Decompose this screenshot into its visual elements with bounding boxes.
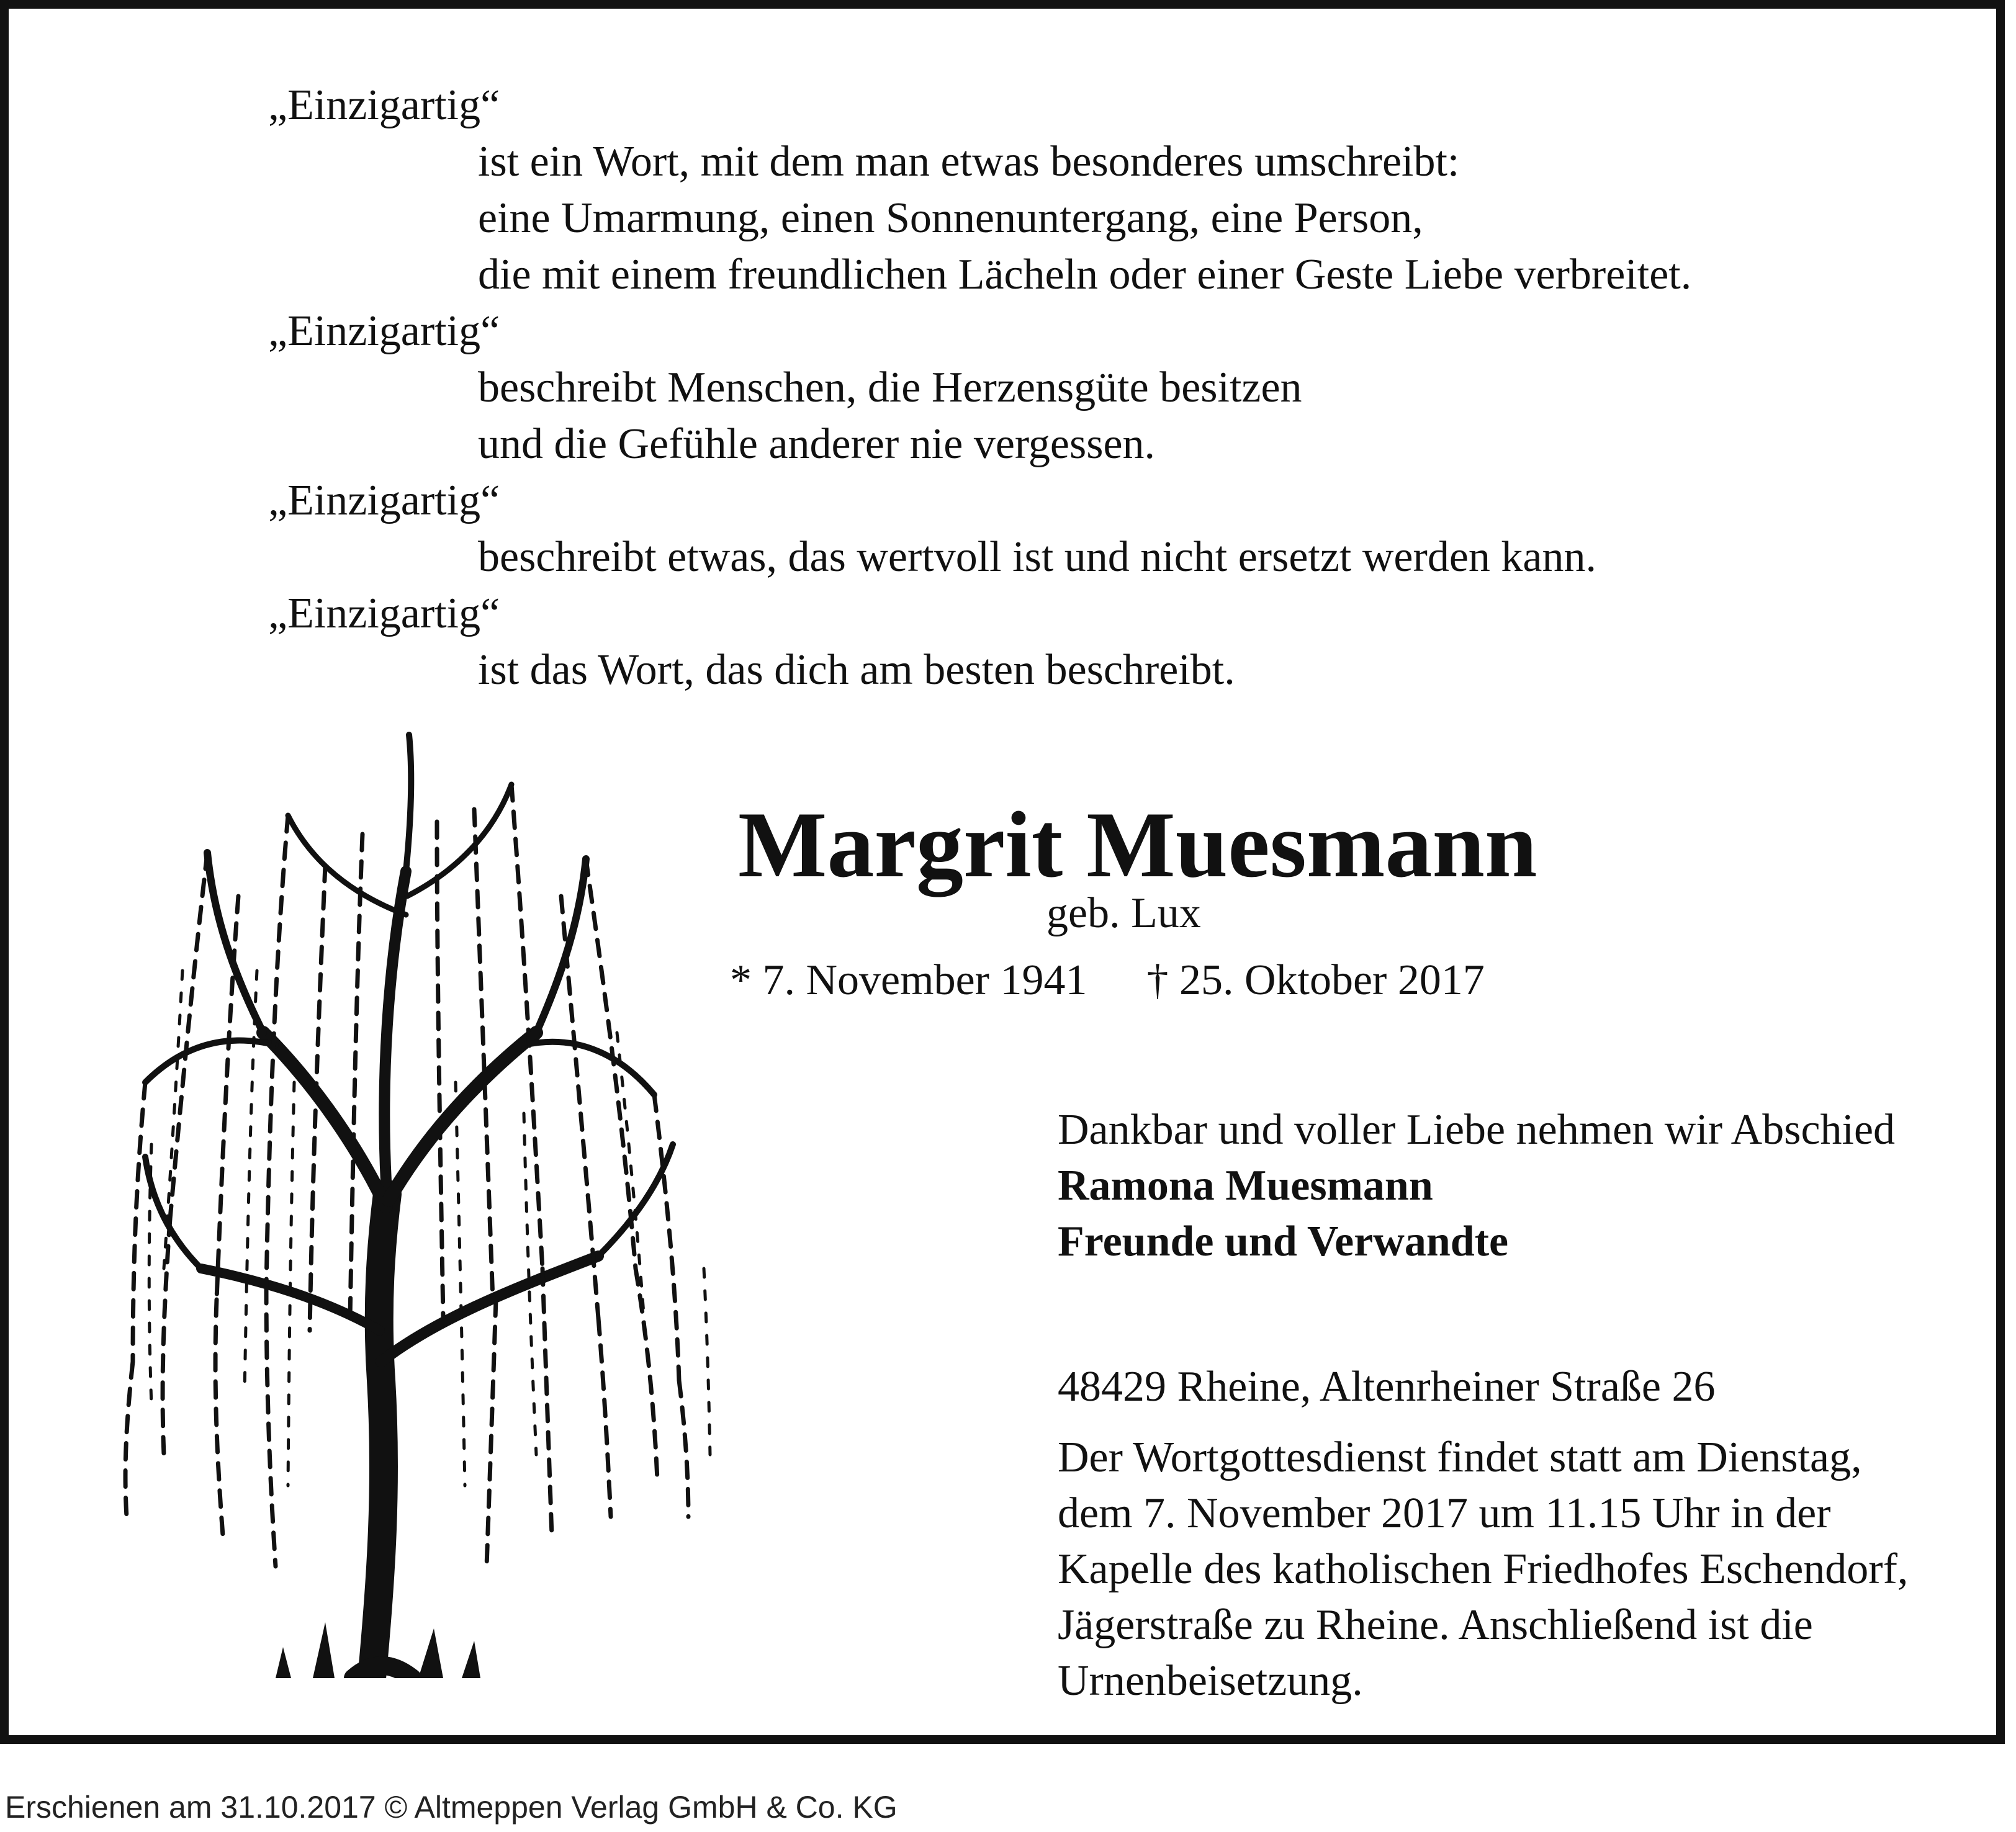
poem-line: und die Gefühle anderer nie vergessen. (478, 420, 1156, 468)
poem-line: ist ein Wort, mit dem man etwas besonderes umschreibt: (478, 138, 1460, 186)
service-notice (1058, 1430, 1958, 1709)
poem-line: „Einzigartig“ (268, 81, 500, 129)
poem-line: eine Umarmung, einen Sonnenuntergang, eine Person, (478, 194, 1423, 242)
service-line: Urnenbeisetzung. (1058, 1657, 1363, 1705)
mourner-name: Ramona Muesmann (1058, 1162, 1433, 1210)
service-line: dem 7. November 2017 um 11.15 Uhr in der (1058, 1489, 1831, 1537)
poem-line: „Einzigartig“ (268, 590, 500, 637)
weeping-willow-tree-icon (89, 710, 722, 1678)
poem-line: die mit einem freundlichen Lächeln oder einer Geste Liebe verbreitet. (478, 251, 1692, 299)
mourners (1058, 1102, 1958, 1270)
poem-line: „Einzigartig“ (268, 477, 500, 524)
service-line: Kapelle des katholischen Friedhofes Eschendorf, (1058, 1545, 1909, 1593)
publication-footer: Erschienen am 31.10.2017 © Altmeppen Verlag GmbH & Co. KG (5, 1790, 898, 1825)
service-line: Der Wortgottesdienst findet statt am Dienstag, (1058, 1434, 1862, 1481)
mourner-name: Freunde und Verwandte (1058, 1218, 1509, 1265)
poem (268, 77, 1882, 698)
poem-line: beschreibt Menschen, die Herzensgüte besitzen (478, 364, 1302, 411)
birth-name: geb. Lux (1046, 889, 1201, 937)
address: 48429 Rheine, Altenrheiner Straße 26 (1058, 1363, 1716, 1411)
life-dates (730, 952, 1537, 1009)
death-date: † 25. Oktober 2017 (1146, 956, 1485, 1004)
mourners-intro: Dankbar und voller Liebe nehmen wir Abschied (1058, 1106, 1896, 1154)
poem-line: „Einzigartig“ (268, 307, 500, 355)
poem-line: ist das Wort, das dich am besten beschreibt. (478, 646, 1235, 694)
birth-date: * 7. November 1941 (730, 956, 1087, 1004)
service-line: Jägerstraße zu Rheine. Anschließend ist die (1058, 1601, 1813, 1649)
deceased-name: Margrit Muesmann (738, 793, 1537, 897)
poem-line: beschreibt etwas, das wertvoll ist und nicht ersetzt werden kann. (478, 533, 1596, 581)
